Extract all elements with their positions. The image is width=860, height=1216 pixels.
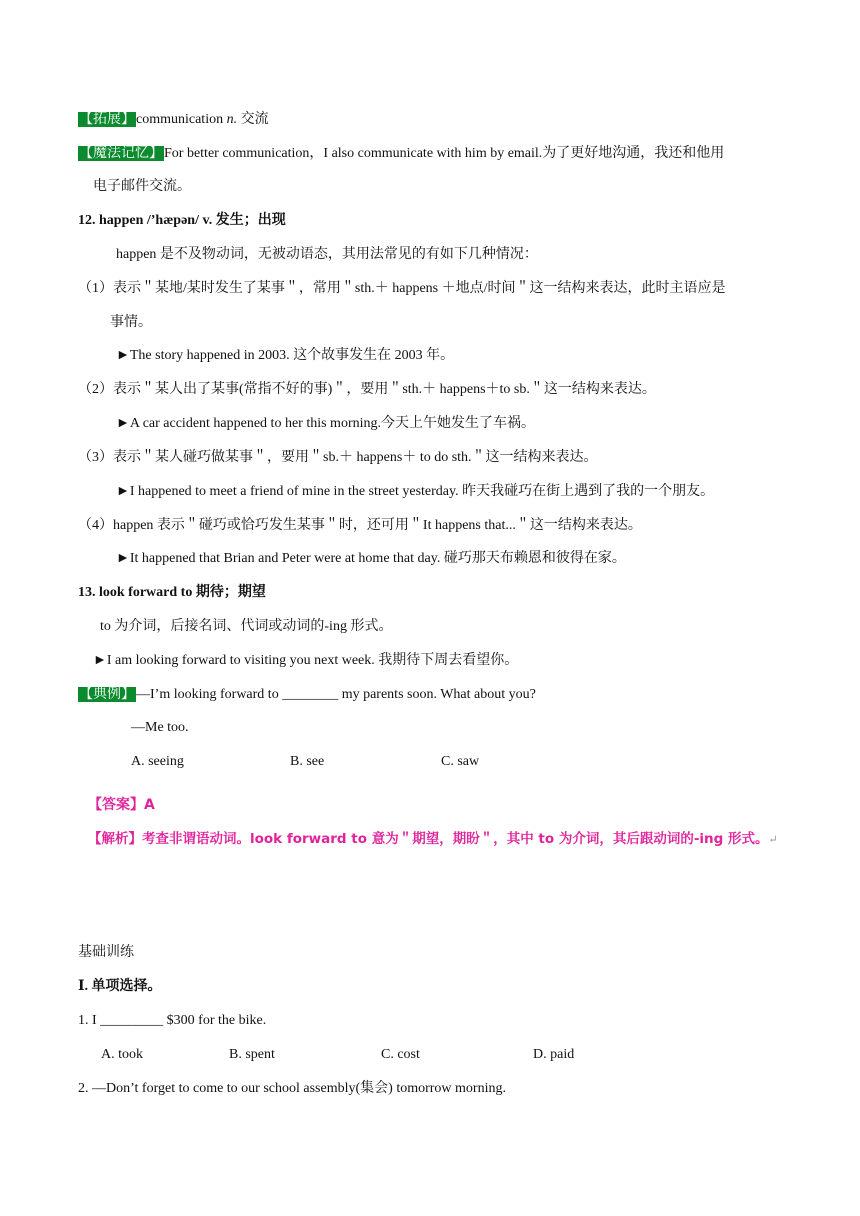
q1-option-b: B. spent: [229, 1047, 275, 1062]
example-2: ►A car accident happened to her this morning.今天上午她发生了车祸。: [116, 416, 535, 431]
section-title: Ⅰ. 单项选择。: [78, 979, 162, 994]
answer: 【答案】A: [88, 797, 155, 813]
training-title: 基础训练: [78, 945, 134, 960]
question-1: 1. I _________ $300 for the bike.: [78, 1013, 267, 1028]
extension-word: communication: [136, 112, 224, 127]
question-2: 2. —Don’t forget to come to our school assembly(集会) tomorrow morning.: [78, 1081, 506, 1096]
typical-example-tag: 【典例】: [79, 687, 135, 702]
example-1: ►The story happened in 2003. 这个故事发生在 2003 年。: [116, 348, 455, 363]
extension-pos: n.: [226, 112, 238, 127]
option-c: C. saw: [441, 754, 480, 769]
magic-memory-line-2: 电子邮件交流。: [93, 179, 191, 194]
example-4: ►It happened that Brian and Peter were at home that day. 碰巧那天布赖恩和彼得在家。: [116, 551, 626, 566]
extension-tag: 【拓展】: [79, 112, 135, 127]
usage-4: （4）happen 表示＂碰巧或恰巧发生某事＂时，还可用＂It happens that...＂这一结构来表达。: [78, 518, 642, 533]
lookforward-note: to 为介词，后接名词、代词或动词的-ing 形式。: [100, 619, 393, 634]
magic-memory-text: For better communication，I also communicate with him by email.为了更好地沟通，我还和他用: [164, 146, 725, 161]
q1-option-c: C. cost: [381, 1047, 420, 1062]
typical-example-question: —I’m looking forward to ________ my parents soon. What about you?: [136, 687, 536, 702]
happen-intro: happen 是不及物动词，无被动语态，其用法常见的有如下几种情况：: [116, 247, 538, 262]
analysis: 【解析】考查非谓语动词。look forward to 意为＂期望，期盼＂，其中 to 为介词，其后跟动词的-ing 形式。: [88, 831, 769, 847]
extension-meaning: 交流: [237, 112, 269, 127]
usage-1-cont: 事情。: [110, 315, 152, 330]
return-mark: ↵: [768, 834, 778, 846]
q1-option-a: A. took: [101, 1047, 143, 1062]
option-a: A. seeing: [131, 754, 184, 769]
typical-example-line: [78, 685, 536, 705]
usage-2: （2）表示＂某人出了某事(常指不好的事)＂，要用＂sth.＋ happens＋to sb.＂这一结构来表达。: [78, 382, 656, 397]
example-3: ►I happened to meet a friend of mine in the street yesterday. 昨天我碰巧在街上遇到了我的一个朋友。: [116, 484, 715, 499]
happen-heading: 12. happen /’hæpən/ v. 发生；出现: [78, 213, 286, 228]
lookforward-example: ►I am looking forward to visiting you next week. 我期待下周去看望你。: [93, 653, 519, 668]
q1-option-d: D. paid: [533, 1047, 575, 1062]
extension-line: [78, 110, 269, 130]
analysis-line: [88, 829, 778, 850]
usage-3: （3）表示＂某人碰巧做某事＂，要用＂sb.＋ happens＋ to do sth.＂这一结构来表达。: [78, 450, 598, 465]
usage-1: （1）表示＂某地/某时发生了某事＂，常用＂sth.＋ happens ＋地点/时间＂这一结构来表达，此时主语应是: [78, 281, 726, 296]
lookforward-heading: 13. look forward to 期待；期望: [78, 585, 266, 600]
magic-memory-line: [78, 144, 724, 164]
magic-memory-tag: 【魔法记忆】: [79, 146, 163, 161]
typical-example-reply: —Me too.: [131, 720, 189, 735]
option-b: B. see: [290, 754, 325, 769]
